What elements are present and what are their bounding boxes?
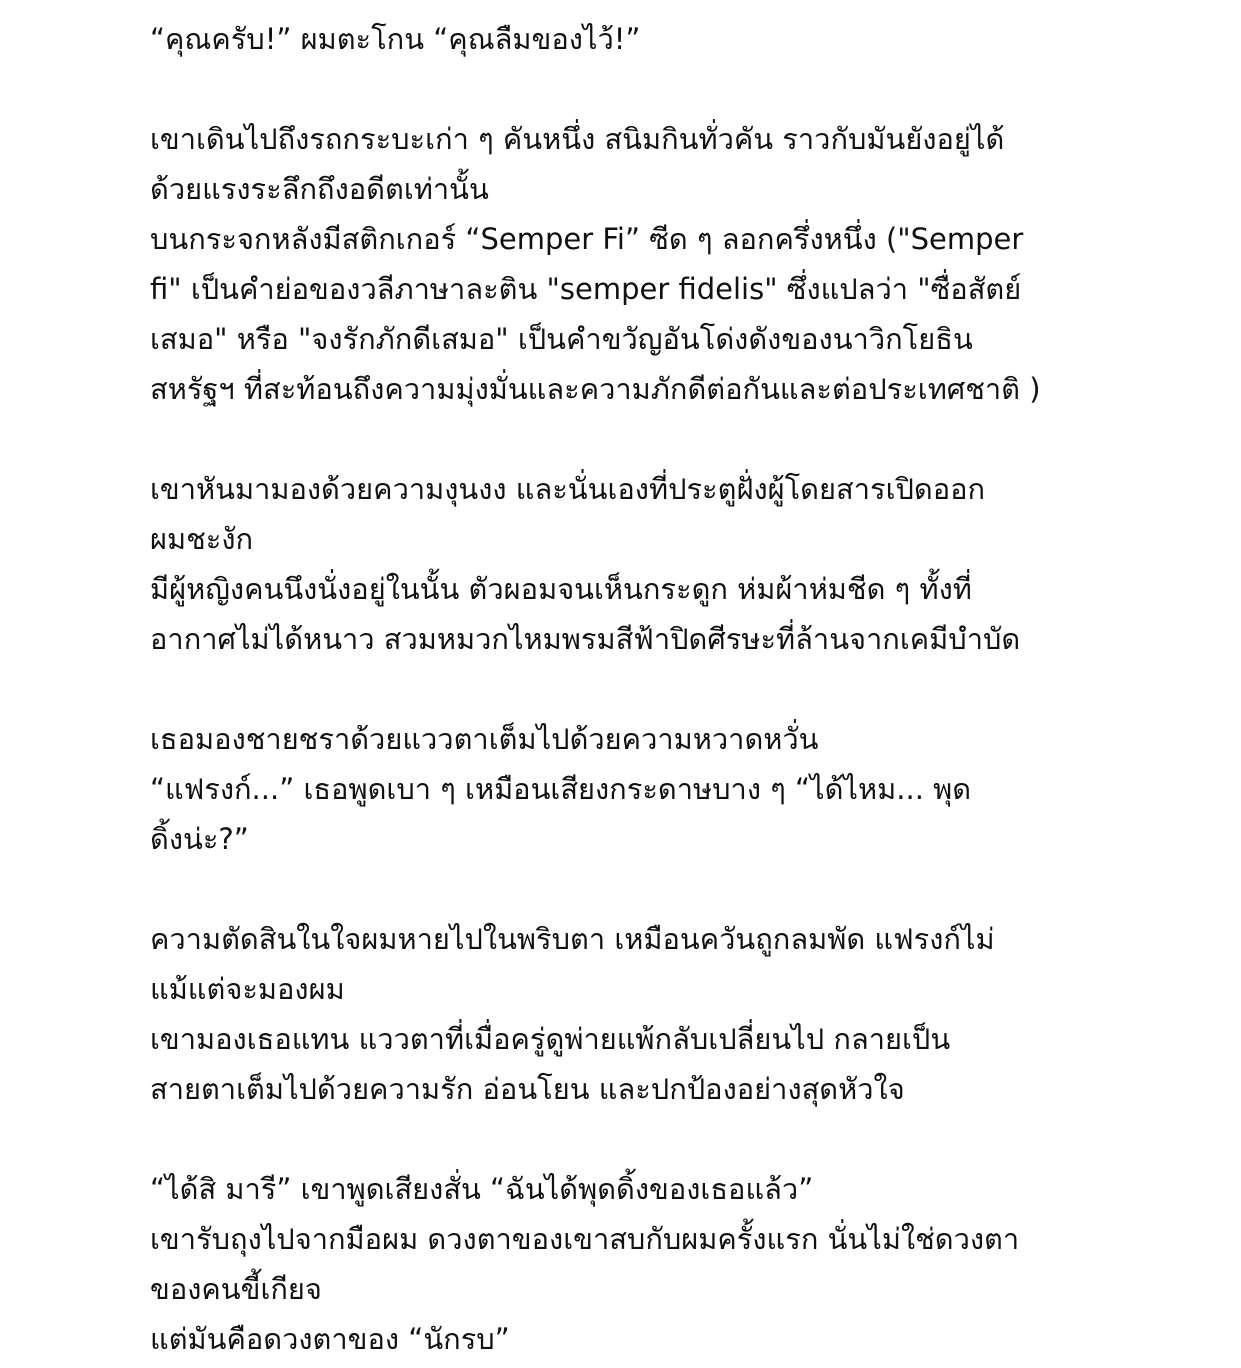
story-line: แต่มันคือดวงตาของ “นักรบ” xyxy=(150,1322,510,1356)
paragraph-break xyxy=(150,414,1100,464)
story-line: สหรัฐฯ ที่สะท้อนถึงความมุ่งมั่นและความภักดีต่อกันและต่อประเทศชาติ ) xyxy=(150,372,1041,406)
story-line: ของคนขี้เกียจ xyxy=(150,1272,322,1306)
story-line: “ได้สิ มารี” เขาพูดเสียงสั่น “ฉันได้พุดดิ้งของเธอแล้ว” xyxy=(150,1172,814,1206)
story-line: เขาหันมามองด้วยความงุนงง และนั่นเองที่ประตูฝั่งผู้โดยสารเปิดออก xyxy=(150,472,986,506)
paragraph-break xyxy=(150,1114,1100,1164)
story-line: แม้แต่จะมองผม xyxy=(150,972,345,1006)
story-line: เธอมองชายชราด้วยแววตาเต็มไปด้วยความหวาดหวั่น xyxy=(150,722,819,756)
story-line: บนกระจกหลังมีสติกเกอร์ “Semper Fi” ซีด ๆ ลอกครึ่งหนึ่ง ("Semper xyxy=(150,222,1024,256)
paragraph-break xyxy=(150,664,1100,714)
story-line: ความตัดสินในใจผมหายไปในพริบตา เหมือนควันถูกลมพัด แฟรงก์ไม่ xyxy=(150,922,995,956)
story-line: ด้วยแรงระลึกถึงอดีตเท่านั้น xyxy=(150,172,489,206)
story-line: ผมชะงัก xyxy=(150,522,254,556)
story-line: “แฟรงก์...” เธอพูดเบา ๆ เหมือนเสียงกระดาษบาง ๆ “ได้ไหม... พุด xyxy=(150,772,972,806)
story-line: สายตาเต็มไปด้วยความรัก อ่อนโยน และปกป้องอย่างสุดหัวใจ xyxy=(150,1072,905,1106)
story-text xyxy=(150,14,1100,1364)
paragraph-break xyxy=(150,64,1100,114)
story-line: อากาศไม่ได้หนาว สวมหมวกไหมพรมสีฟ้าปิดศีรษะที่ล้านจากเคมีบำบัด xyxy=(150,622,1021,656)
story-line: เสมอ" หรือ "จงรักภักดีเสมอ" เป็นคำขวัญอันโด่งดังของนาวิกโยธิน xyxy=(150,322,973,356)
story-line: มีผู้หญิงคนนึงนั่งอยู่ในนั้น ตัวผอมจนเห็นกระดูก ห่มผ้าห่มชีด ๆ ทั้งที่ xyxy=(150,572,972,606)
story-line: เขามองเธอแทน แววตาที่เมื่อครู่ดูพ่ายแพ้กลับเปลี่ยนไป กลายเป็น xyxy=(150,1022,951,1056)
paragraph-break xyxy=(150,864,1100,914)
story-line: fi" เป็นคำย่อของวลีภาษาละติน "semper fidelis" ซึ่งแปลว่า "ซื่อสัตย์ xyxy=(150,272,1022,306)
story-line: “คุณครับ!” ผมตะโกน “คุณลืมของไว้!” xyxy=(150,22,641,56)
story-line: เขารับถุงไปจากมือผม ดวงตาของเขาสบกับผมครั้งแรก นั่นไม่ใช่ดวงตา xyxy=(150,1222,1020,1256)
story-line: ดิ้งน่ะ?” xyxy=(150,822,249,856)
story-line: เขาเดินไปถึงรถกระบะเก่า ๆ คันหนึ่ง สนิมกินทั่วคัน ราวกับมันยังอยู่ได้ xyxy=(150,122,1005,156)
